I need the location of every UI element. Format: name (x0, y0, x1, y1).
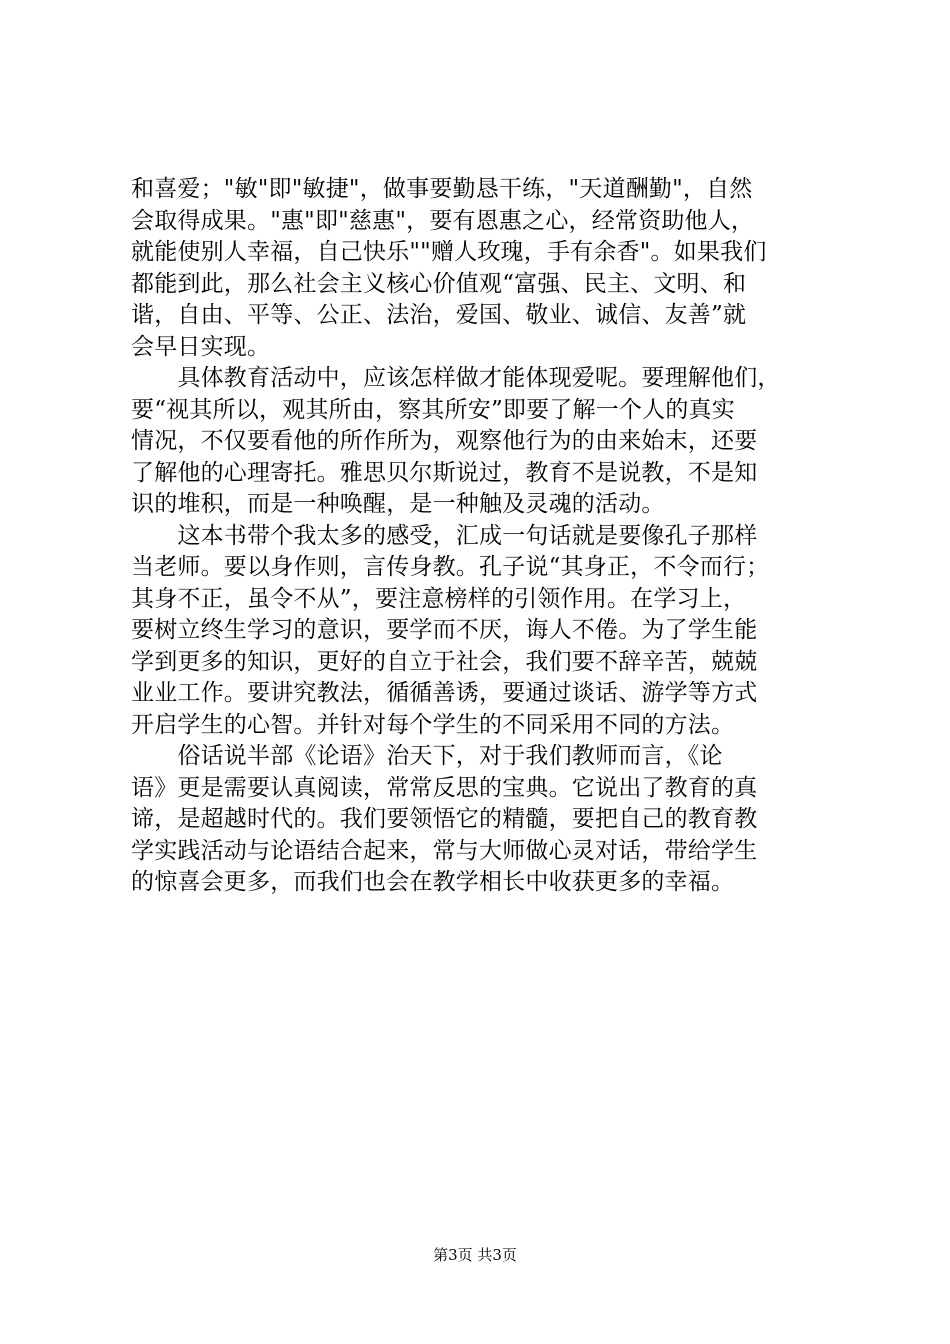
text-line: 了解他的心理寄托。雅思贝尔斯说过，教育不是说教，不是知 (131, 459, 758, 486)
body-text (131, 174, 831, 899)
text-line: 就能使别人幸福，自己快乐""赠人玫瑰，手有余香"。如果我们 (131, 239, 767, 265)
text-line: 业业工作。要讲究教法，循循善诱，要通过谈话、游学等方式 (131, 680, 758, 706)
text-line: 要树立终生学习的意识，要学而不厌，诲人不倦。为了学生能 (131, 617, 758, 643)
text-line: 俗话说半部《论语》治天下，对于我们教师而言，《论 (131, 743, 723, 769)
text-line: 谛，是超越时代的。我们要领悟它的精髓，要把自己的教育教 (131, 806, 758, 832)
text-line: 会取得成果。"惠"即"慈惠"，要有恩惠之心，经常资助他人， (131, 207, 755, 234)
page-number-footer: 第3页 共3页 (433, 1246, 517, 1264)
text-line: 语》更是需要认真阅读，常常反思的宝典。它说出了教育的真 (131, 774, 758, 801)
text-line: 具体教育活动中，应该怎样做才能体现爱呢。要理解他们， (131, 365, 781, 391)
text-line: 识的堆积，而是一种唤醒，是一种触及灵魂的活动。 (131, 491, 665, 517)
text-line: 的惊喜会更多，而我们也会在教学相长中收获更多的幸福。 (131, 869, 735, 895)
text-line: 要“视其所以，观其所由，察其所安”即要了解一个人的真实 (131, 396, 735, 423)
text-line: 学到更多的知识，更好的自立于社会，我们要不辞辛苦，兢兢 (131, 648, 758, 675)
text-line: 其身不正，虽令不从”，要注意榜样的引领作用。在学习上， (131, 585, 747, 612)
text-line: 这本书带个我太多的感受，汇成一句话就是要像孔子那样 (131, 522, 758, 549)
text-line: 谐，自由、平等、公正、法治，爱国、敬业、诚信、友善”就 (131, 302, 747, 328)
text-line: 开启学生的心智。并针对每个学生的不同采用不同的方法。 (131, 711, 735, 738)
text-line: 和喜爱；"敏"即"敏捷"，做事要勤恳干练，"天道酬勤"，自然 (131, 176, 753, 202)
text-line: 当老师。要以身作则，言传身教。孔子说“其身正，不令而行； (131, 554, 770, 580)
text-line: 学实践活动与论语结合起来，常与大师做心灵对话，带给学生 (131, 837, 758, 864)
text-line: 会早日实现。 (131, 333, 271, 360)
text-line: 情况，不仅要看他的所作所为，观察他行为的由来始末，还要 (131, 428, 758, 454)
text-line: 都能到此，那么社会主义核心价值观“富强、民主、文明、和 (131, 270, 747, 297)
